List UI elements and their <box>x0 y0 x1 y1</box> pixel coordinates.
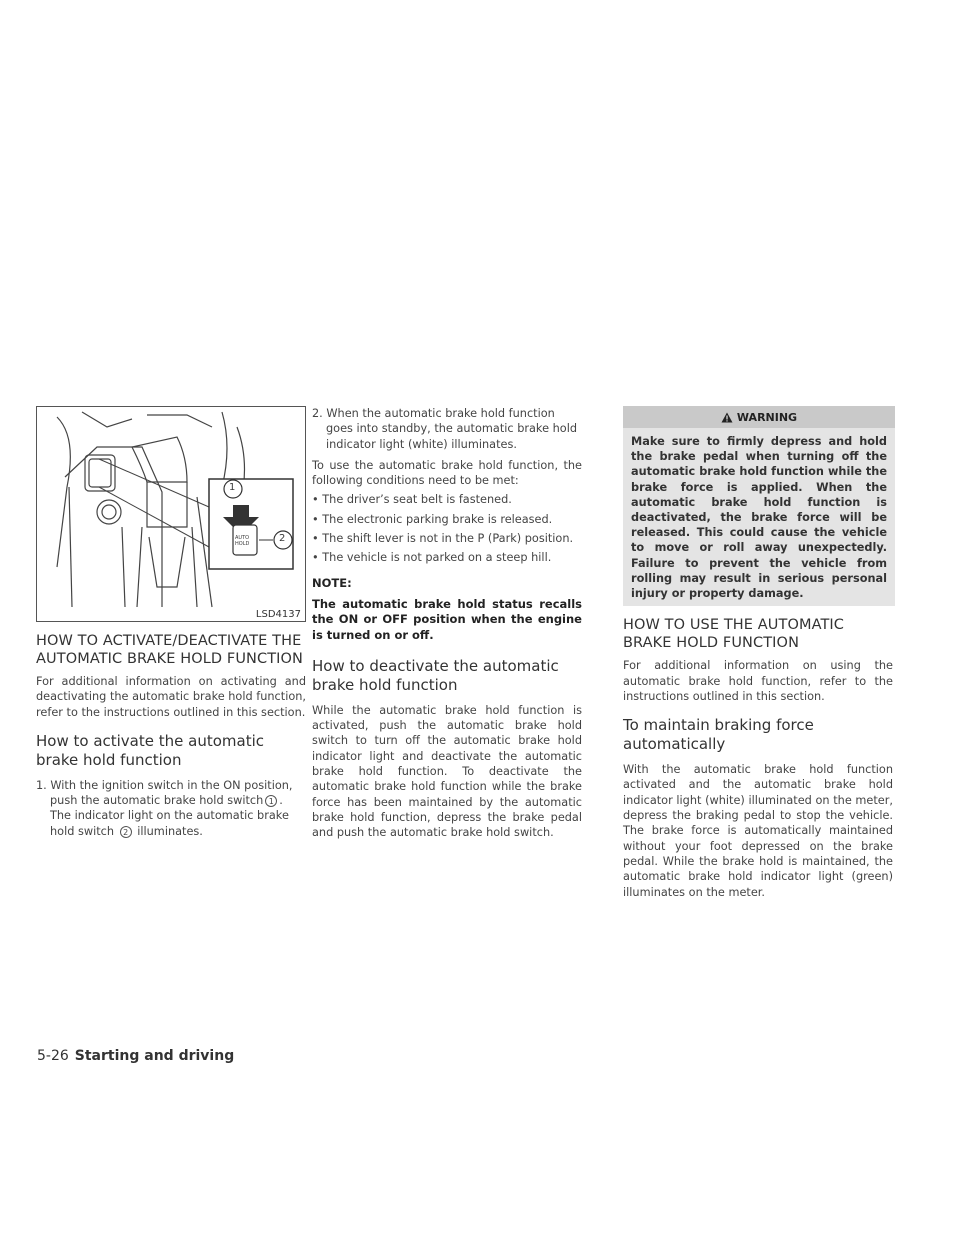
brake-hold-switch-illustration <box>36 406 306 622</box>
maintain-text: With the automatic brake hold function activated and the automatic brake hold indicator light (white) illuminated on the meter, depress the braking pedal to stop the vehicle. The brake force is automatically maintained without your foot depressed on the brake pedal. While the brake hold is maintained, the automatic brake hold indicator light (green) illuminates on the meter. <box>623 763 893 899</box>
activate-step-2: 2. When the automatic brake hold function goes into standby, the automatic brake hold indicator light (white) illuminates. <box>312 407 577 451</box>
console-drawing <box>37 407 306 622</box>
activate-step-1: 1. With the ignition switch in the ON position, push the automatic brake hold switch 1 . The indicator light on the automatic brake hold switch 2 illuminates. <box>36 778 293 838</box>
heading-how-to-use: HOW TO USE THE AUTOMATIC BRAKE HOLD FUNCTION <box>623 617 845 652</box>
marker-2-icon: 2 <box>120 826 132 838</box>
condition-item: • The electronic parking brake is released. <box>312 512 553 526</box>
heading-activate-deactivate: HOW TO ACTIVATE/DEACTIVATE THE AUTOMATIC BRAKE HOLD FUNCTION <box>36 633 303 667</box>
figure-code: LSD4137 <box>255 609 301 620</box>
use-intro: For additional information on using the automatic brake hold function, refer to the instructions outlined in this section. <box>623 659 893 703</box>
switch-label-hold: HOLD <box>235 541 250 547</box>
heading-how-to-activate: How to activate the automatic brake hold function <box>36 731 264 769</box>
heading-maintain-braking: To maintain braking force automatically <box>623 716 814 754</box>
marker-1-icon: 1 <box>265 795 277 807</box>
warning-header <box>623 406 895 428</box>
warning-triangle-icon <box>721 412 733 423</box>
condition-item: • The shift lever is not in the P (Park) position. <box>312 532 574 546</box>
column-left <box>36 406 306 839</box>
column-middle <box>312 406 582 841</box>
note-label: NOTE: <box>312 575 352 590</box>
warning-box <box>623 406 895 606</box>
condition-item: • The vehicle is not parked on a steep hill. <box>312 551 552 565</box>
callout-2: 2 <box>279 533 286 544</box>
heading-how-to-deactivate: How to deactivate the automatic brake hold function <box>312 656 559 694</box>
deactivate-text: While the automatic brake hold function is activated, push the automatic brake hold switch to turn off the automatic brake hold indicator light and deactivate the automatic brake hold function. To deactivate the automatic brake hold function while the brake force has been maintained by the automatic brake hold function, depress the brake pedal and push the automatic brake hold switch. <box>312 703 582 840</box>
warning-text: Make sure to firmly depress and hold the brake pedal when turning off the automatic brake hold function while the brake force is applied. When the automatic brake hold function is deactivated, the brake force will be released. This could cause the vehicle to move or roll away unexpectedly. Failure to prevent the vehicle from rolling may result in serious personal injury or property damage. <box>623 428 895 606</box>
conditions-intro: To use the automatic brake hold function, the following conditions need to be met: <box>312 458 582 488</box>
warning-title: WARNING <box>736 410 798 424</box>
page-footer <box>37 1048 234 1064</box>
activate-intro: For additional information on activating and deactivating the automatic brake hold function, refer to the instructions outlined in this section. <box>36 675 306 719</box>
page-number: 5-26 <box>37 1048 69 1064</box>
switch-label-auto: AUTO <box>235 535 250 541</box>
footer-section-title: Starting and driving <box>74 1048 235 1064</box>
condition-item: • The driver’s seat belt is fastened. <box>312 493 512 507</box>
note-text: The automatic brake hold status recalls the ON or OFF position when the engine is turned on or off. <box>312 596 582 642</box>
column-right <box>623 406 893 900</box>
callout-1: 1 <box>229 482 236 493</box>
